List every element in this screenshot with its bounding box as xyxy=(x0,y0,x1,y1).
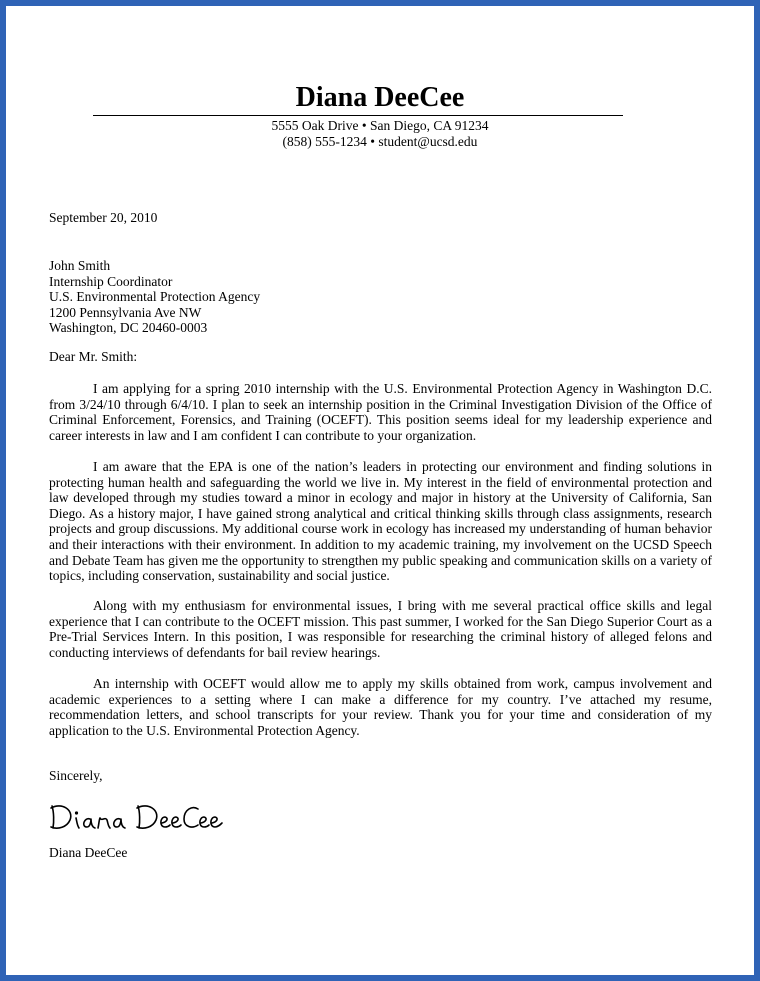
letterhead-divider xyxy=(93,115,623,116)
recipient-organization: U.S. Environmental Protection Agency xyxy=(49,289,261,305)
letter-date: September 20, 2010 xyxy=(49,210,158,225)
recipient-name: John Smith xyxy=(49,258,111,273)
letterhead-name: Diana DeeCee xyxy=(295,82,465,113)
body-paragraph: I am applying for a spring 2010 internship with the U.S. Environmental Protection Agency in Washington D.C. from 3/24/10 through 6/4/10. I plan to seek an internship position in the Criminal Investigation Division of the Office of Criminal Enforcement, Forensics, and Training (OCEFT). This position seems ideal for my leadership experience and career interests in law and I am confident I can contribute to your organization. xyxy=(49,381,712,443)
body-paragraph: I am aware that the EPA is one of the nation’s leaders in protecting our environment and finding solutions in protecting human health and safeguarding the world we live in. My interest in the field of environmental protection and law developed through my studies toward a minor in ecology and major in history at the University of California, San Diego. As a history major, I have gained strong analytical and critical thinking skills through class assignments, research projects and group discussions. My additional course work in ecology has increased my understanding of human behavior and their interactions with their environment. In addition to my academic training, my involvement on the UCSD Speech and Debate Team has given me the opportunity to strengthen my public speaking and communication skills on a variety of topics, including conservation, sustainability and social justice. xyxy=(49,459,712,584)
closing: Sincerely, xyxy=(49,768,103,783)
letterhead-address: 5555 Oak Drive • San Diego, CA 91234 xyxy=(271,118,489,133)
letterhead-contact: (858) 555-1234 • student@ucsd.edu xyxy=(282,134,478,149)
body-paragraph: Along with my enthusiasm for environmental issues, I bring with me several practical office skills and legal experience that I can contribute to the OCEFT mission. This past summer, I worked for the San Diego Superior Court as a Pre-Trial Services Intern. In this position, I was responsible for researching the criminal history of alleged felons and conducting interviews of defendants for bail review hearings. xyxy=(49,598,712,660)
recipient-block xyxy=(49,258,712,336)
handwritten-signature xyxy=(48,800,248,834)
recipient-title: Internship Coordinator xyxy=(49,273,173,289)
signer-name: Diana DeeCee xyxy=(49,845,128,860)
recipient-street: 1200 Pennsylvania Ave NW xyxy=(49,304,202,320)
body-paragraph: An internship with OCEFT would allow me to apply my skills obtained from work, campus involvement and academic experiences to a setting where I can make a difference for my country. I’ve attached my resume, recommendation letters, and school transcripts for your review. Thank you for your time and consideration of my application to the U.S. Environmental Protection Agency. xyxy=(49,676,712,738)
recipient-city: Washington, DC 20460-0003 xyxy=(49,320,208,336)
salutation: Dear Mr. Smith: xyxy=(49,349,138,364)
